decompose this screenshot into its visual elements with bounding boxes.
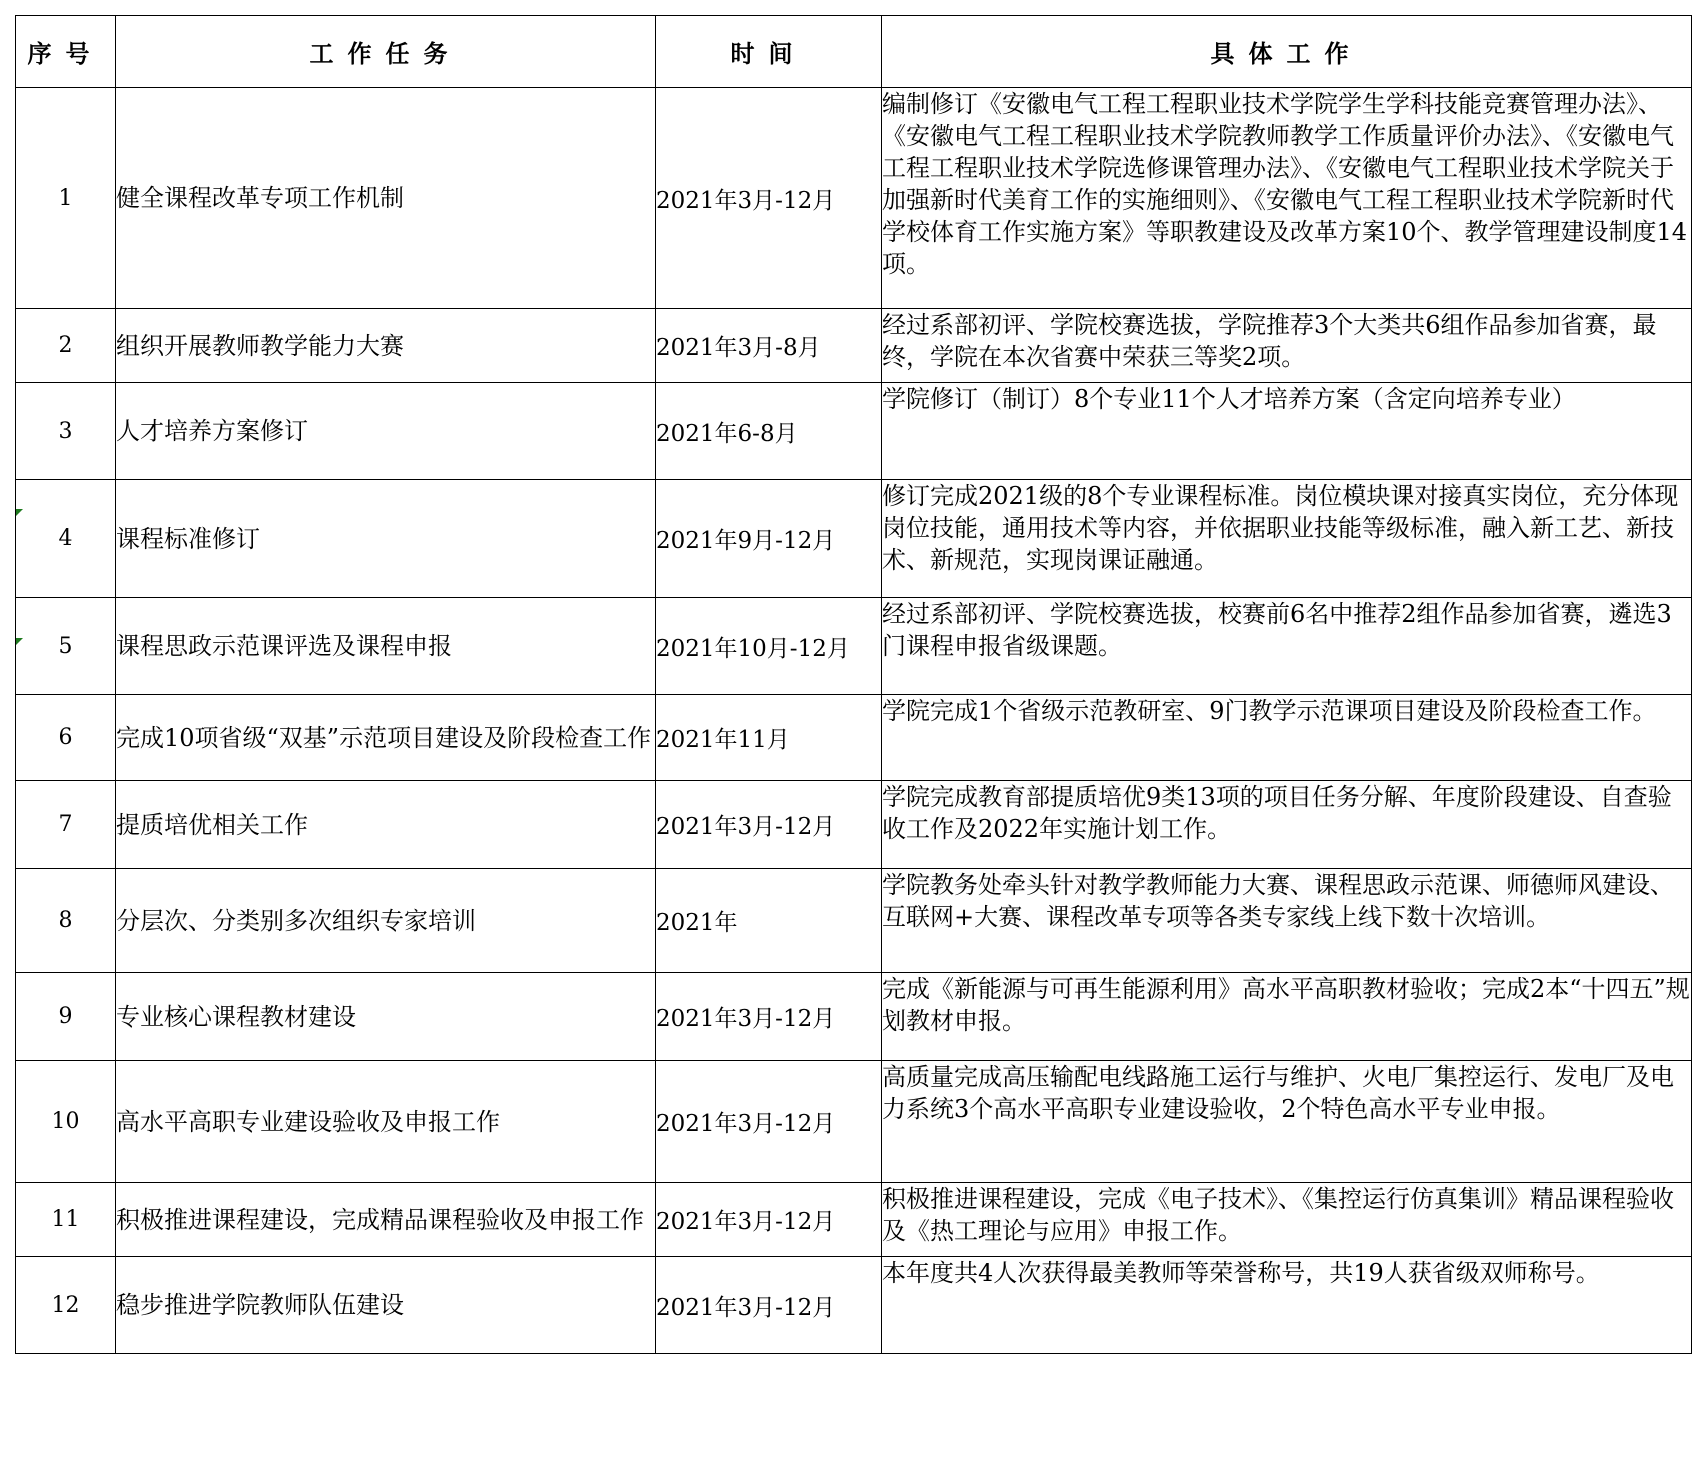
row-task: 提质培优相关工作 xyxy=(116,781,656,869)
row-time: 2021年 xyxy=(656,869,882,973)
row-detail: 经过系部初评、学院校赛选拔，校赛前6名中推荐2组作品参加省赛，遴选3门课程申报省级课题。 xyxy=(882,598,1692,695)
row-time: 2021年3月-12月 xyxy=(656,973,882,1061)
row-task: 分层次、分类别多次组织专家培训 xyxy=(116,869,656,973)
row-detail: 修订完成2021级的8个专业课程标准。岗位模块课对接真实岗位，充分体现岗位技能，通用技术等内容，并依据职业技能等级标准，融入新工艺、新技术、新规范，实现岗课证融通。 xyxy=(882,480,1692,598)
cell-comment-marker xyxy=(16,509,23,516)
row-task: 课程标准修订 xyxy=(116,480,656,598)
row-detail: 完成《新能源与可再生能源利用》高水平高职教材验收；完成2本“十四五”规划教材申报。 xyxy=(882,973,1692,1061)
header-no: 序号 xyxy=(16,16,116,88)
row-no: 11 xyxy=(16,1183,116,1257)
row-time: 2021年3月-12月 xyxy=(656,1183,882,1257)
table-row xyxy=(16,383,1692,480)
row-time: 2021年3月-12月 xyxy=(656,1257,882,1354)
row-no: 2 xyxy=(16,309,116,383)
row-no: 7 xyxy=(16,781,116,869)
row-detail: 积极推进课程建设，完成《电子技术》、《集控运行仿真集训》精品课程验收及《热工理论与应用》申报工作。 xyxy=(882,1183,1692,1257)
table-row xyxy=(16,695,1692,781)
row-task: 健全课程改革专项工作机制 xyxy=(116,88,656,309)
table-row xyxy=(16,88,1692,309)
row-no: 5 xyxy=(16,598,116,695)
table-row xyxy=(16,309,1692,383)
row-task: 人才培养方案修订 xyxy=(116,383,656,480)
row-detail: 学院完成教育部提质培优9类13项的项目任务分解、年度阶段建设、自查验收工作及2022年实施计划工作。 xyxy=(882,781,1692,869)
row-task: 组织开展教师教学能力大赛 xyxy=(116,309,656,383)
row-time: 2021年3月-12月 xyxy=(656,1061,882,1183)
header-time: 时间 xyxy=(656,16,882,88)
row-time: 2021年3月-12月 xyxy=(656,781,882,869)
row-task: 完成10项省级“双基”示范项目建设及阶段检查工作 xyxy=(116,695,656,781)
row-task: 专业核心课程教材建设 xyxy=(116,973,656,1061)
row-no: 6 xyxy=(16,695,116,781)
table-row xyxy=(16,1183,1692,1257)
row-task: 高水平高职专业建设验收及申报工作 xyxy=(116,1061,656,1183)
header-row xyxy=(16,16,1692,88)
row-task: 积极推进课程建设，完成精品课程验收及申报工作 xyxy=(116,1183,656,1257)
row-no: 9 xyxy=(16,973,116,1061)
row-time: 2021年9月-12月 xyxy=(656,480,882,598)
row-detail: 学院修订（制订）8个专业11个人才培养方案（含定向培养专业） xyxy=(882,383,1692,480)
row-task: 稳步推进学院教师队伍建设 xyxy=(116,1257,656,1354)
row-time: 2021年10月-12月 xyxy=(656,598,882,695)
table-row xyxy=(16,1061,1692,1183)
table-row xyxy=(16,781,1692,869)
row-no: 3 xyxy=(16,383,116,480)
row-detail: 经过系部初评、学院校赛选拔，学院推荐3个大类共6组作品参加省赛，最终，学院在本次省赛中荣获三等奖2项。 xyxy=(882,309,1692,383)
cell-comment-marker xyxy=(16,638,23,645)
row-detail: 学院教务处牵头针对教学教师能力大赛、课程思政示范课、师德师风建设、互联网+大赛、课程改革专项等各类专家线上线下数十次培训。 xyxy=(882,869,1692,973)
row-detail: 学院完成1个省级示范教研室、9门教学示范课项目建设及阶段检查工作。 xyxy=(882,695,1692,781)
row-time: 2021年3月-8月 xyxy=(656,309,882,383)
row-detail: 编制修订《安徽电气工程工程职业技术学院学生学科技能竞赛管理办法》、《安徽电气工程工程职业技术学院教师教学工作质量评价办法》、《安徽电气工程工程职业技术学院选修课管理办法》、《安徽电气工程职业技术学院关于加强新时代美育工作的实施细则》、《安徽电气工程工程职业技术学院新时代学校体育工作实施方案》等职教建设及改革方案10个、教学管理建设制度14项。 xyxy=(882,88,1692,309)
row-time: 2021年3月-12月 xyxy=(656,88,882,309)
table-row xyxy=(16,598,1692,695)
row-detail: 本年度共4人次获得最美教师等荣誉称号，共19人获省级双师称号。 xyxy=(882,1257,1692,1354)
header-detail: 具体工作 xyxy=(882,16,1692,88)
row-task: 课程思政示范课评选及课程申报 xyxy=(116,598,656,695)
table-row xyxy=(16,480,1692,598)
row-no: 12 xyxy=(16,1257,116,1354)
row-time: 2021年6-8月 xyxy=(656,383,882,480)
table-row xyxy=(16,1257,1692,1354)
table-row xyxy=(16,973,1692,1061)
row-no: 1 xyxy=(16,88,116,309)
row-time: 2021年11月 xyxy=(656,695,882,781)
table-row xyxy=(16,869,1692,973)
row-no: 8 xyxy=(16,869,116,973)
row-no: 4 xyxy=(16,480,116,598)
row-detail: 高质量完成高压输配电线路施工运行与维护、火电厂集控运行、发电厂及电力系统3个高水平高职专业建设验收，2个特色高水平专业申报。 xyxy=(882,1061,1692,1183)
work-summary-table xyxy=(15,15,1692,1354)
header-task: 工作任务 xyxy=(116,16,656,88)
row-no: 10 xyxy=(16,1061,116,1183)
